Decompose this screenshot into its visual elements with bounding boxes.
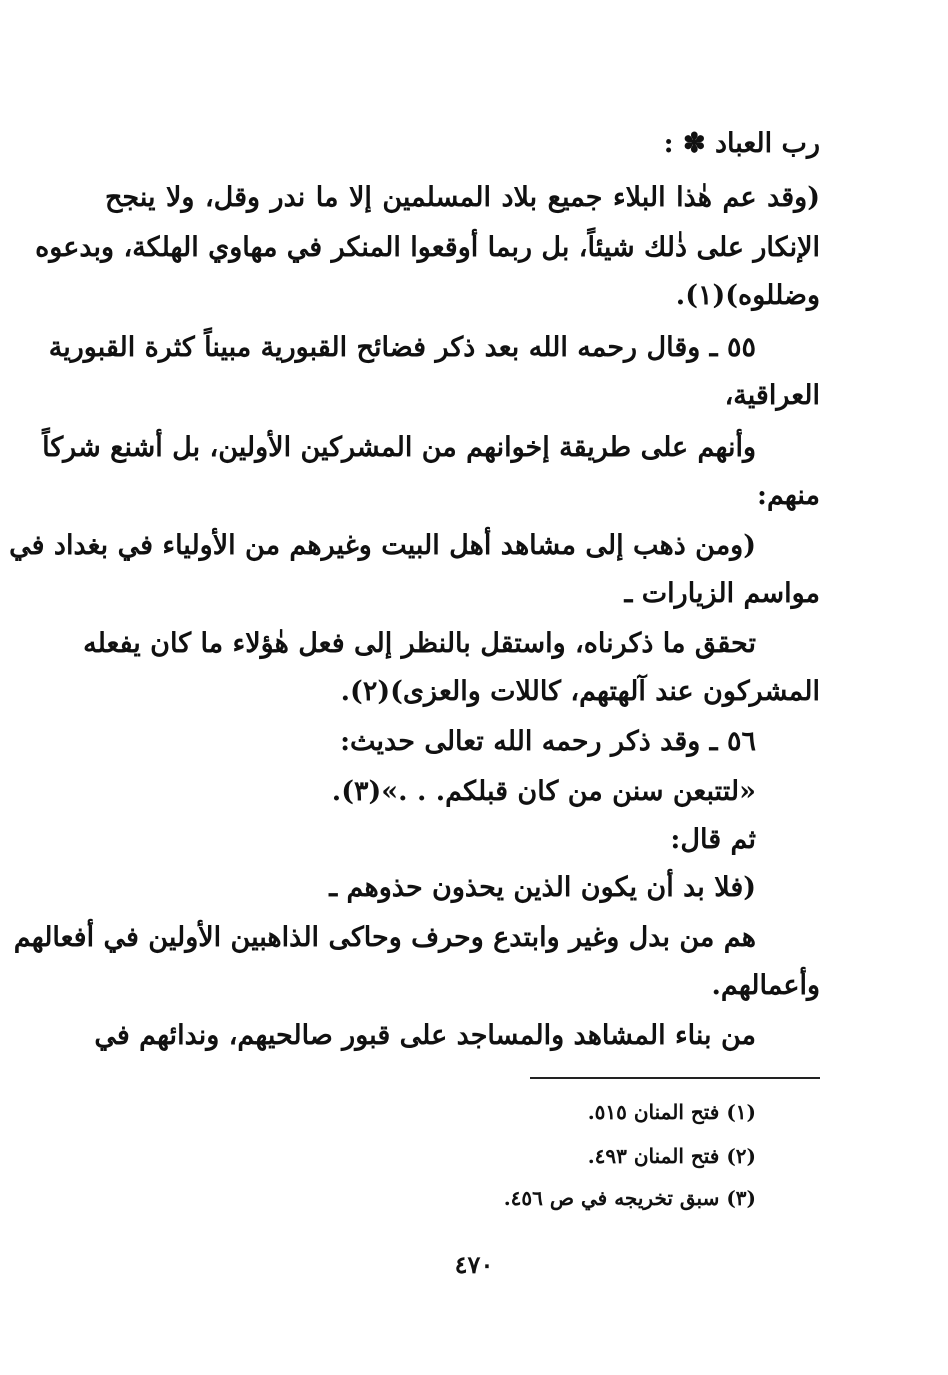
text-line-18: وأعمالهم. xyxy=(711,970,820,1001)
text-line-12: المشركون عند آلهتهم، كاللات والعزى)(٢). xyxy=(340,676,820,707)
text-line-1: رب العباد ✽ : xyxy=(663,128,820,159)
footnote-2: (٢) فتح المنان ٤٩٣. xyxy=(587,1144,756,1168)
text-line-7: وأنهم على طريقة إخوانهم من المشركين الأولين، بل أشنع شركاً xyxy=(42,432,756,463)
text-line-8: منهم: xyxy=(757,480,820,511)
text-line-10: مواسم الزيارات ـ xyxy=(624,578,820,609)
page-number: ٤٧٠ xyxy=(454,1250,494,1279)
text-line-17: هم من بدل وغير وابتدع وحرف وحاكى الذاهبين الأولين في أفعالهم xyxy=(13,922,756,953)
text-line-14: «لتتبعن سنن من كان قبلكم. . .»(٣). xyxy=(331,776,756,807)
text-line-9: (ومن ذهب إلى مشاهد أهل البيت وغيرهم من الأولياء في بغداد في xyxy=(9,530,756,561)
text-line-2: (وقد عم هٰذا البلاء جميع بلاد المسلمين إلا ما ندر وقل، ولا ينجح xyxy=(105,182,820,213)
text-line-15: ثم قال: xyxy=(670,824,756,855)
text-line-16: (فلا بد أن يكون الذين يحذون حذوهم ـ xyxy=(329,872,756,903)
text-line-5: ٥٥ ـ وقال رحمه الله بعد ذكر فضائح القبورية مبيناً كثرة القبورية xyxy=(48,332,756,363)
text-line-4: وضللوه)(١). xyxy=(675,280,820,311)
text-line-3: الإنكار على ذٰلك شيئاً، بل ربما أوقعوا المنكر في مهاوي الهلكة، وبدعوه xyxy=(35,232,820,263)
text-line-13: ٥٦ ـ وقد ذكر رحمه الله تعالى حديث: xyxy=(340,726,756,757)
footnote-1: (١) فتح المنان ٥١٥. xyxy=(587,1100,756,1124)
text-line-19: من بناء المشاهد والمساجد على قبور صالحيهم، وندائهم في xyxy=(94,1020,756,1051)
text-line-6: العراقية، xyxy=(724,380,820,411)
footnote-3: (٣) سبق تخريجه في ص ٤٥٦. xyxy=(503,1186,756,1210)
text-line-11: تحقق ما ذكرناه، واستقل بالنظر إلى فعل هٰؤلاء ما كان يفعله xyxy=(83,628,756,659)
footnote-divider xyxy=(530,1077,820,1079)
